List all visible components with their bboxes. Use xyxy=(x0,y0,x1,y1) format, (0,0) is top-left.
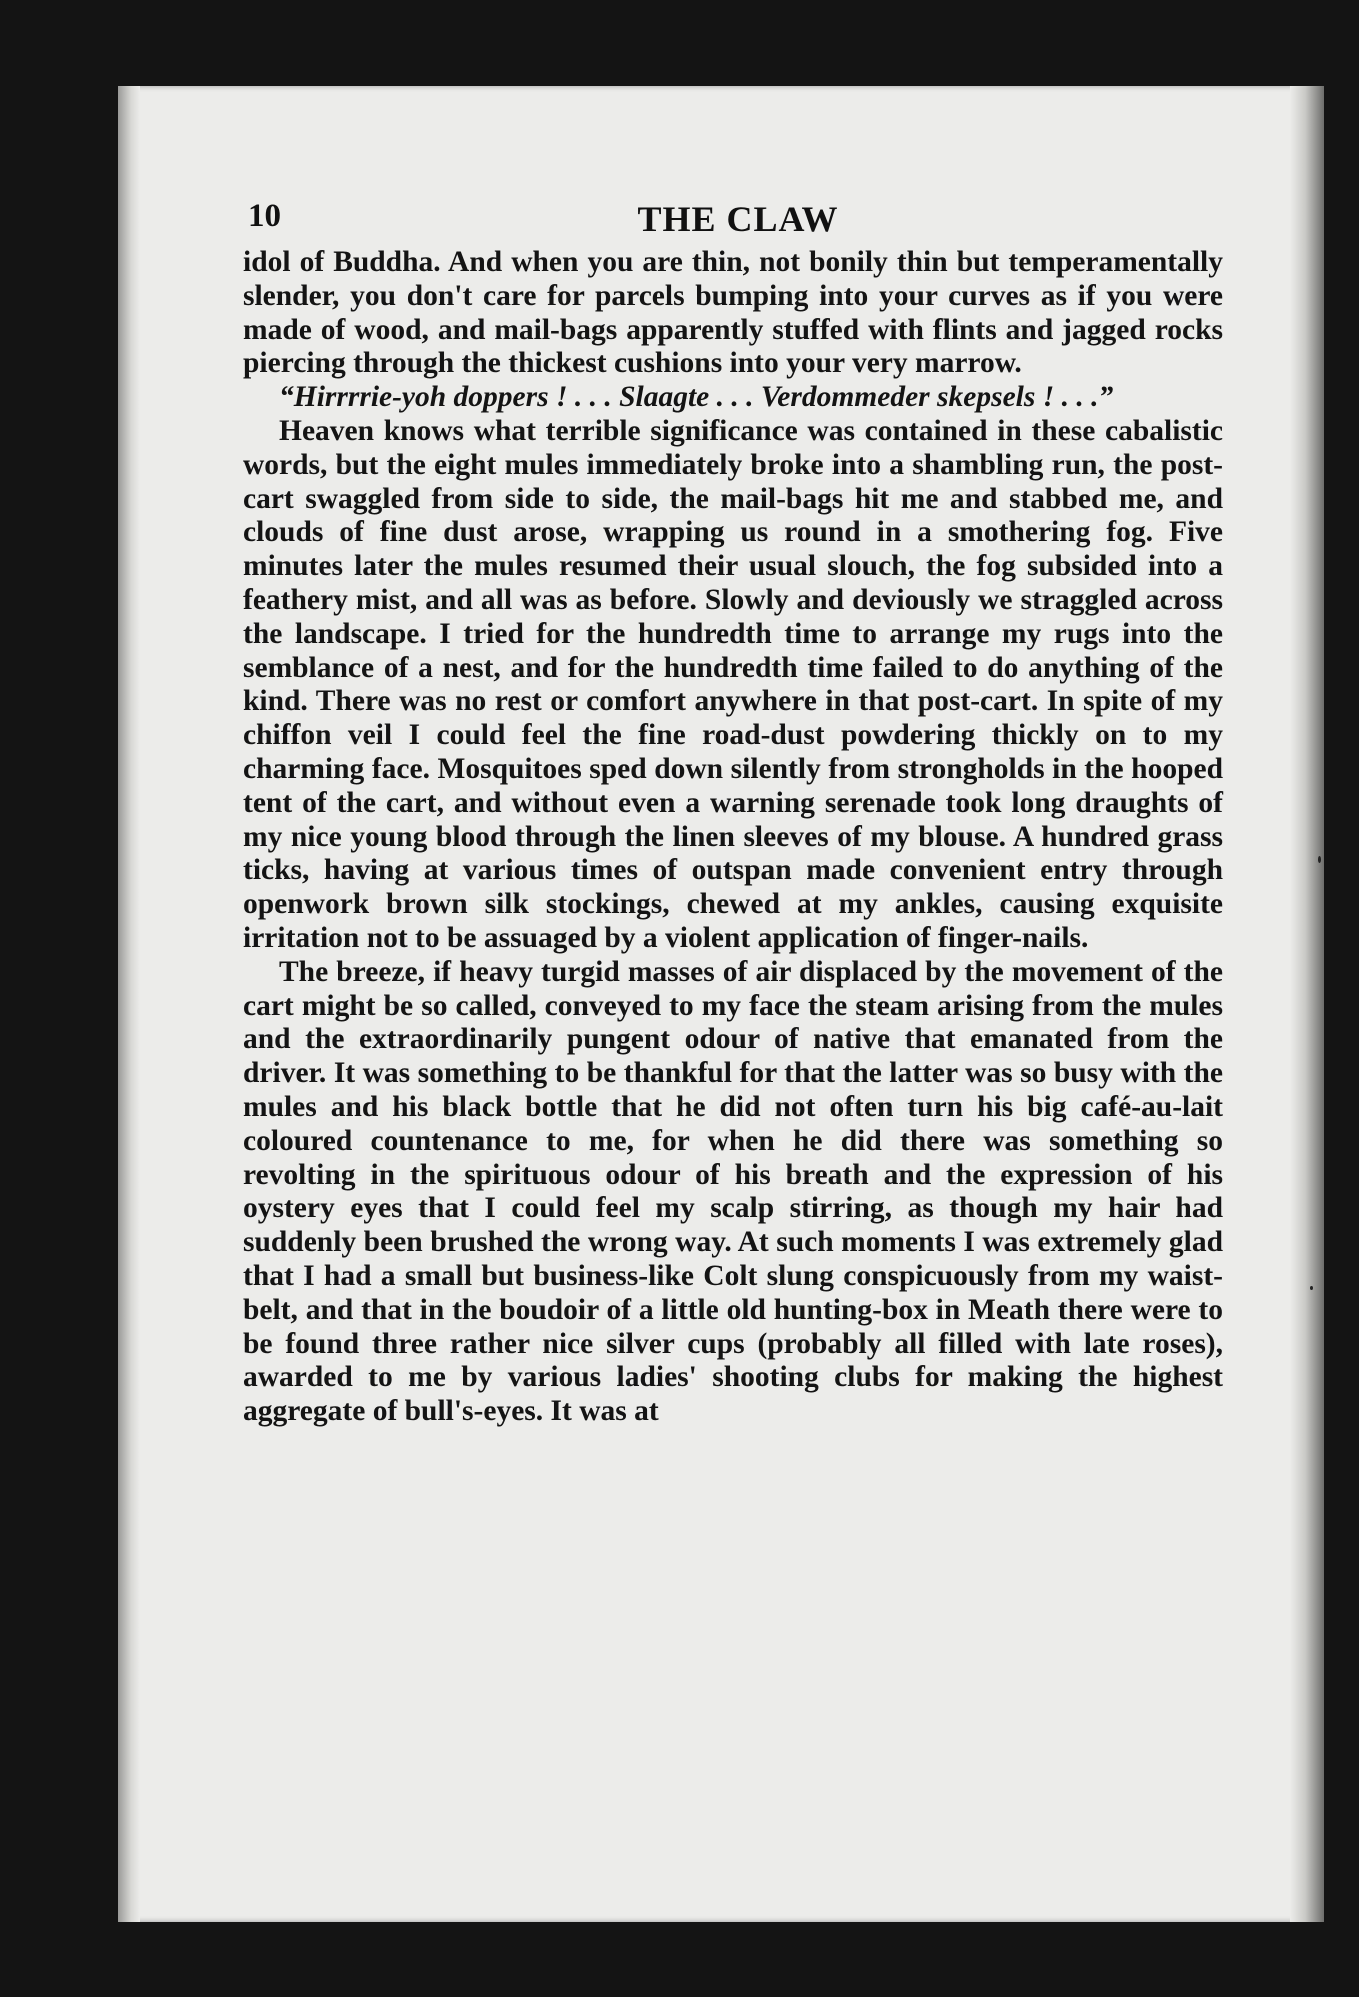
page-number: 10 xyxy=(248,198,281,234)
dialogue-paragraph: “Hirrrrie-yoh doppers ! . . . Slaagte . . . Verdommeder skepsels ! . . .” xyxy=(279,381,1114,414)
page-binding-edge xyxy=(118,86,140,1922)
body-text xyxy=(243,246,1223,1429)
paragraph: Heaven knows what terrible significance was contained in these cabalistic words, but the eight mules immediately broke into a shambling run, the post-cart swaggled from side to side, the mail-bags hit me and stabbed me, and clouds of fine dust arose, wrapping us round in a smothering fog. Five minutes later the mules resumed their usual slouch, the fog subsided into a feathery mist, and all was as before. Slowly and deviously we straggled across the landscape. I tried for the hundredth time to arrange my rugs into the semblance of a nest, and for the hundredth time failed to do anything of the kind. There was no rest or comfort anywhere in that post-cart. In spite of my chiffon veil I could feel the fine road-dust powdering thickly on to my charming face. Mosquitoes sped down silently from strongholds in the hooped tent of the cart, and without even a warning serenade took long draughts of my nice young blood through the linen sleeves of my blouse. A hundred grass ticks, having at various times of outspan made convenient entry through openwork brown silk stockings, chewed at my ankles, causing exquisite irritation not to be assuaged by a violent application of finger-nails. xyxy=(243,414,1223,954)
scan-speck xyxy=(1318,856,1321,863)
paragraph: The breeze, if heavy turgid masses of air displaced by the movement of the cart might be so called, conveyed to my face the steam arising from the mules and the extraordinarily pungent odour of native that emanated from the driver. It was something to be thankful for that the latter was so busy with the mules and his black bottle that he did not often turn his big café-au-lait coloured countenance to me, for when he did there was something so revolting in the spirituous odour of his breath and the expression of his oystery eyes that I could feel my scalp stirring, as though my hair had suddenly been brushed the wrong way. At such moments I was extremely glad that I had a small but business-like Colt slung conspicuously from my waist-belt, and that in the boudoir of a little old hunting-box in Meath there were to be found three rather nice silver cups (probably all filled with late roses), awarded to me by various ladies' shooting clubs for making the highest aggregate of bull's-eyes. It was at xyxy=(243,955,1223,1428)
page-header xyxy=(248,198,1228,242)
running-title: THE CLAW xyxy=(637,199,839,239)
book-page xyxy=(118,86,1324,1922)
paragraph: idol of Buddha. And when you are thin, not bonily thin but temperamentally slender, you don't care for parcels bumping into your curves as if you were made of wood, and mail-bags apparently stuffed with flints and jagged rocks piercing through the thickest cushions into your very marrow. xyxy=(243,246,1223,380)
scan-speck xyxy=(1310,1286,1313,1290)
page-fore-edge xyxy=(1290,86,1324,1922)
